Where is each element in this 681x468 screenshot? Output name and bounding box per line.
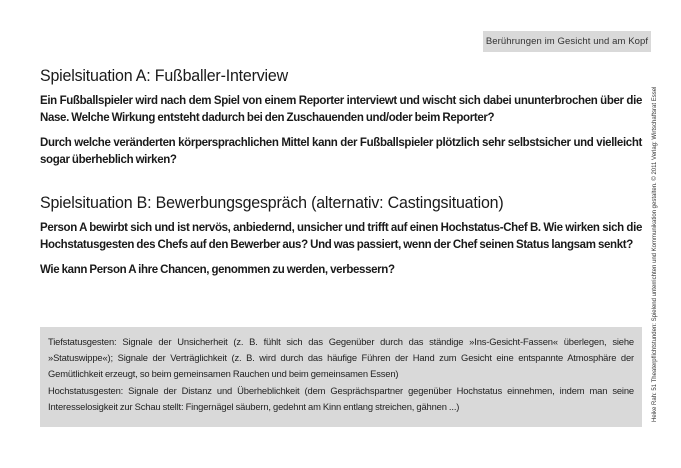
main-content	[40, 66, 642, 287]
section-a-paragraph-1: Ein Fußballspieler wird nach dem Spiel von einem Reporter interviewt und wischt sich dabei ununterbrochen über die Nase. Welche Wirkung entsteht dadurch bei den Zuschauenden und/oder beim Reporter?	[40, 95, 642, 124]
section-b	[40, 193, 642, 279]
copyright-note: Heike Rah: 51 Theaterpflichtstunden: Spielend unterrichten und Kommunikation gestalten. © 2011 Verlag: Wirtschaftsrat Essel	[652, 86, 658, 422]
section-a-paragraph-2: Durch welche veränderten körpersprachlichen Mittel kann der Fußballspieler plötzlich sehr selbstsicher und vielleicht sogar überheblich wirken?	[40, 137, 642, 166]
info-box	[40, 327, 642, 427]
section-b-paragraph-1: Person A bewirbt sich und ist nervös, anbiedernd, unsicher und trifft auf einen Hochstatus-Chef B. Wie wirken sich die Hochstatusgesten des Chefs auf den Bewerber aus? Und was passiert, wenn der Chef seinen Status langsam senkt?	[40, 222, 642, 251]
section-a	[40, 66, 642, 169]
section-b-title: Spielsituation B: Bewerbungsgespräch (alternativ: Castingsituation)	[40, 193, 504, 212]
topic-tag: Berührungen im Gesicht und am Kopf	[483, 31, 651, 52]
section-a-title: Spielsituation A: Fußballer-Interview	[40, 66, 288, 85]
tiefstatus-text: Tiefstatusgesten: Signale der Unsicherheit (z. B. fühlt sich das Gegenüber durch das ständige »Ins-Gesicht-Fassen« überlegen, siehe »Statuswippe«); Signale der Verträglichkeit (z. B. wird durch das häufige Führen der Hand zum Gesicht eine entspannte Atmosphäre der Gemütlichkeit erzeugt, so beim gemeinsamen Rauchen und beim gemeinsamen Essen)	[48, 336, 634, 379]
hochstatus-text: Hochstatusgesten: Signale der Distanz und Überheblichkeit (dem Gesprächspartner gegenüber Hochstatus einnehmen, indem man seine Interesselosigkeit zur Schau stellt: Fingernägel säubern, gedehnt am Kinn entlang streichen, gähnen ...)	[48, 385, 634, 412]
section-b-paragraph-2: Wie kann Person A ihre Chancen, genommen zu werden, verbessern?	[40, 264, 395, 276]
